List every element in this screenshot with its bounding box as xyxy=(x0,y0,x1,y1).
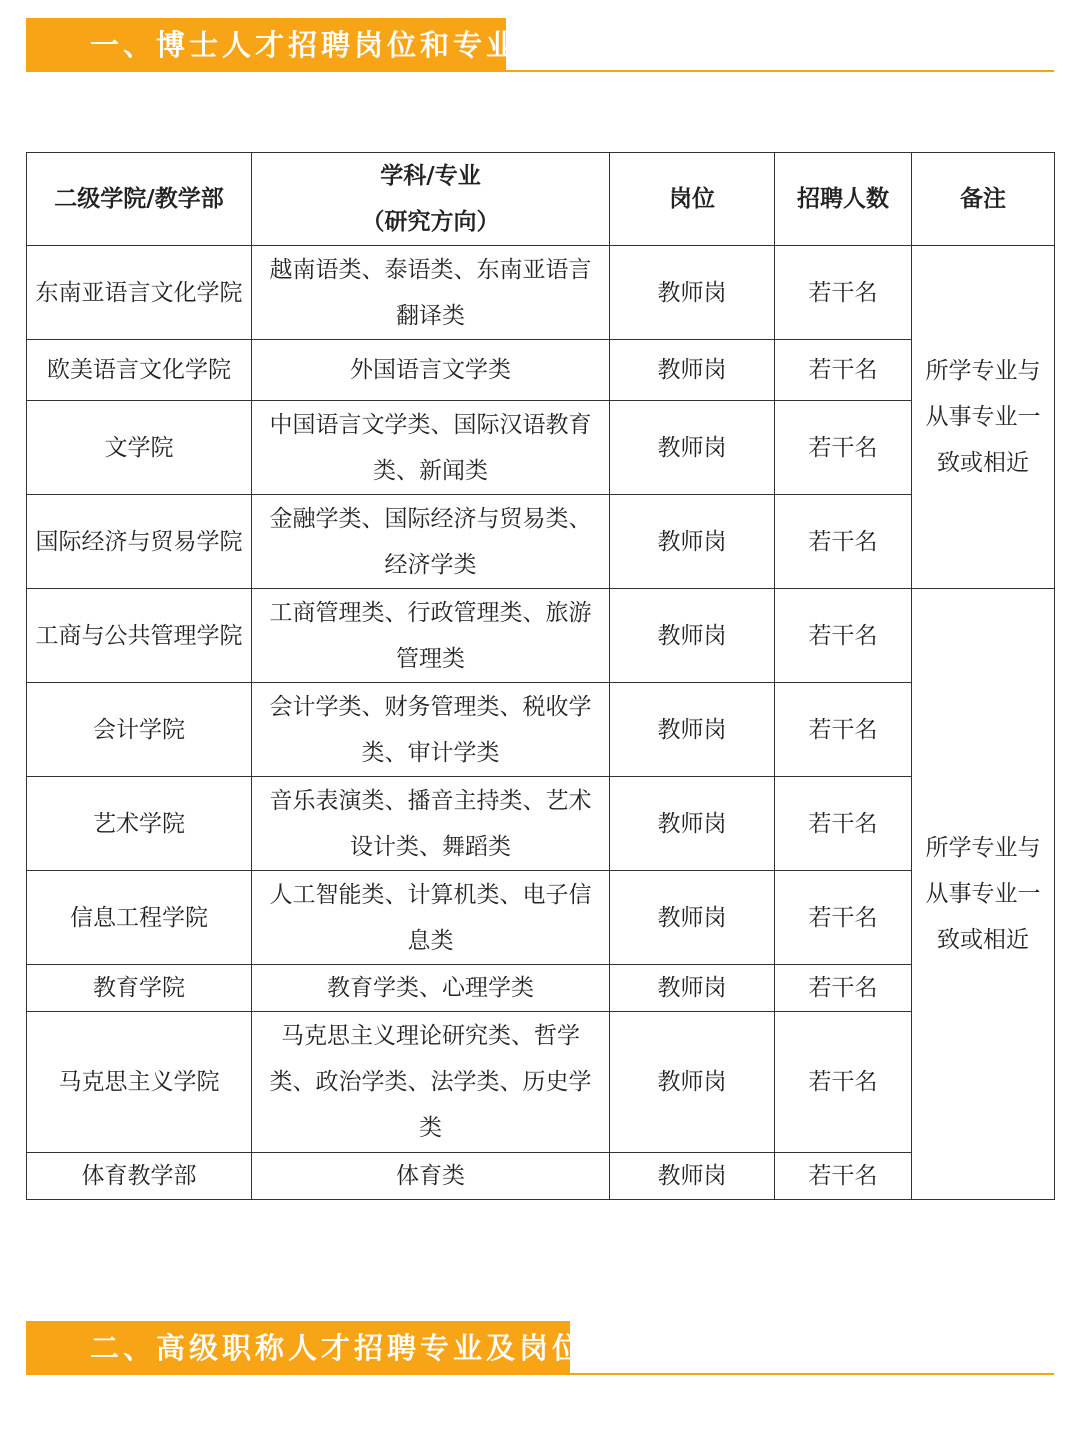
header-count: 招聘人数 xyxy=(775,153,912,246)
major-cell: 中国语言文学类、国际汉语教育类、新闻类 xyxy=(252,401,610,495)
table-row xyxy=(27,246,1055,340)
college-cell: 艺术学院 xyxy=(27,777,252,871)
position-cell: 教师岗 xyxy=(610,777,775,871)
section-title-1: 一、博士人才招聘岗位和专业 xyxy=(26,18,506,72)
table-row xyxy=(27,1012,1055,1153)
section-title-2: 二、高级职称人才招聘专业及岗位 xyxy=(26,1321,570,1375)
table-header-row xyxy=(27,153,1055,246)
major-cell: 马克思主义理论研究类、哲学类、政治学类、法学类、历史学类 xyxy=(252,1012,610,1153)
position-cell: 教师岗 xyxy=(610,246,775,340)
college-cell: 欧美语言文化学院 xyxy=(27,340,252,401)
table-row xyxy=(27,965,1055,1012)
count-cell: 若干名 xyxy=(775,340,912,401)
count-cell: 若干名 xyxy=(775,589,912,683)
major-cell: 音乐表演类、播音主持类、艺术设计类、舞蹈类 xyxy=(252,777,610,871)
note-cell-1: 所学专业与从事专业一致或相近 xyxy=(912,246,1055,589)
table-row xyxy=(27,589,1055,683)
college-cell: 体育教学部 xyxy=(27,1153,252,1200)
table-row xyxy=(27,495,1055,589)
major-cell: 越南语类、泰语类、东南亚语言翻译类 xyxy=(252,246,610,340)
position-cell: 教师岗 xyxy=(610,1153,775,1200)
major-cell: 会计学类、财务管理类、税收学类、审计学类 xyxy=(252,683,610,777)
college-cell: 工商与公共管理学院 xyxy=(27,589,252,683)
note-cell-2: 所学专业与从事专业一致或相近 xyxy=(912,589,1055,1200)
table-row xyxy=(27,401,1055,495)
major-cell: 金融学类、国际经济与贸易类、经济学类 xyxy=(252,495,610,589)
position-cell: 教师岗 xyxy=(610,871,775,965)
header-note: 备注 xyxy=(912,153,1055,246)
major-cell: 体育类 xyxy=(252,1153,610,1200)
major-cell: 人工智能类、计算机类、电子信息类 xyxy=(252,871,610,965)
header-major-line2: （研究方向） xyxy=(361,209,500,235)
position-cell: 教师岗 xyxy=(610,589,775,683)
recruitment-table xyxy=(26,152,1055,1200)
count-cell: 若干名 xyxy=(775,401,912,495)
college-cell: 文学院 xyxy=(27,401,252,495)
table-row xyxy=(27,777,1055,871)
count-cell: 若干名 xyxy=(775,1153,912,1200)
table-row xyxy=(27,683,1055,777)
position-cell: 教师岗 xyxy=(610,495,775,589)
position-cell: 教师岗 xyxy=(610,965,775,1012)
major-cell: 外国语言文学类 xyxy=(252,340,610,401)
header-major-line1: 学科/专业 xyxy=(380,163,481,189)
count-cell: 若干名 xyxy=(775,683,912,777)
college-cell: 东南亚语言文化学院 xyxy=(27,246,252,340)
count-cell: 若干名 xyxy=(775,965,912,1012)
table-row xyxy=(27,871,1055,965)
position-cell: 教师岗 xyxy=(610,1012,775,1153)
major-cell: 教育学类、心理学类 xyxy=(252,965,610,1012)
college-cell: 会计学院 xyxy=(27,683,252,777)
table-row xyxy=(27,340,1055,401)
count-cell: 若干名 xyxy=(775,495,912,589)
position-cell: 教师岗 xyxy=(610,683,775,777)
major-cell: 工商管理类、行政管理类、旅游管理类 xyxy=(252,589,610,683)
count-cell: 若干名 xyxy=(775,1012,912,1153)
header-major xyxy=(252,153,610,246)
header-college: 二级学院/教学部 xyxy=(27,153,252,246)
header-position: 岗位 xyxy=(610,153,775,246)
count-cell: 若干名 xyxy=(775,246,912,340)
college-cell: 信息工程学院 xyxy=(27,871,252,965)
college-cell: 马克思主义学院 xyxy=(27,1012,252,1153)
table-row xyxy=(27,1153,1055,1200)
position-cell: 教师岗 xyxy=(610,340,775,401)
count-cell: 若干名 xyxy=(775,871,912,965)
college-cell: 教育学院 xyxy=(27,965,252,1012)
position-cell: 教师岗 xyxy=(610,401,775,495)
college-cell: 国际经济与贸易学院 xyxy=(27,495,252,589)
count-cell: 若干名 xyxy=(775,777,912,871)
